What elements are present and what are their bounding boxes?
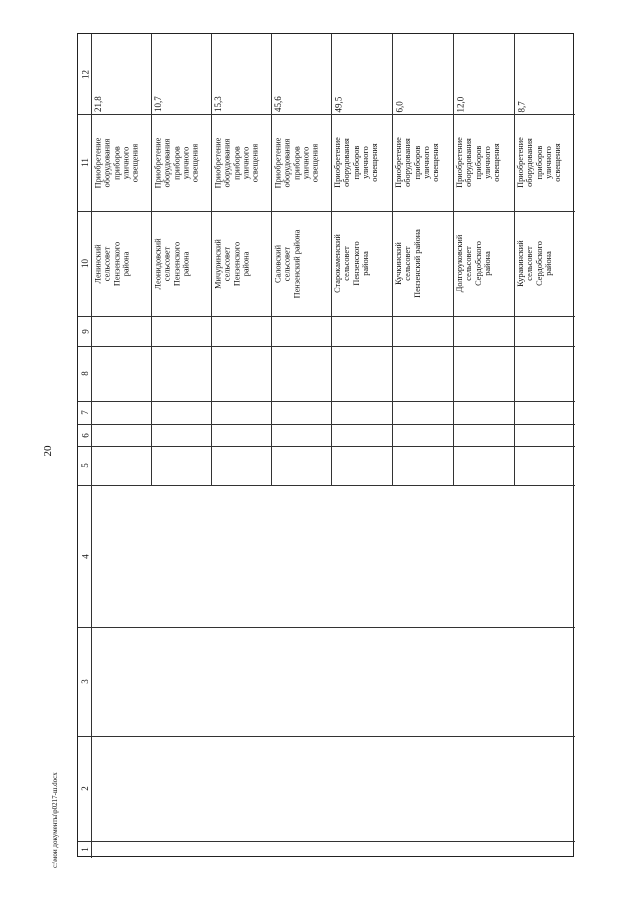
cell-amount: 10,7 bbox=[153, 96, 163, 112]
cell-purpose: Приобретение оборудования приборов уличного освещения bbox=[394, 137, 441, 188]
column-divider bbox=[78, 401, 575, 402]
column-header-1: 1 bbox=[79, 847, 90, 852]
cell-purpose: Приобретение оборудования приборов уличного освещения bbox=[333, 137, 380, 188]
column-divider bbox=[78, 346, 575, 347]
column-divider bbox=[78, 627, 575, 628]
column-header-2: 2 bbox=[79, 786, 90, 791]
column-divider bbox=[78, 446, 575, 447]
cell-amount: 21,8 bbox=[93, 96, 103, 112]
footer-file-path: c:\мои документы\р0217-ш.docx bbox=[51, 772, 59, 868]
cell-amount: 15,3 bbox=[213, 96, 223, 112]
column-header-4: 4 bbox=[79, 553, 90, 559]
cell-amount: 8,7 bbox=[516, 100, 526, 112]
cell-municipality: Долгоруковский сельсовет Сердобского района bbox=[455, 234, 492, 293]
cell-purpose: Приобретение оборудования приборов уличного освещения bbox=[153, 137, 200, 188]
cell-municipality: Саловский сельсовет Пензенский района bbox=[273, 229, 301, 298]
column-header-9: 9 bbox=[79, 328, 90, 334]
column-header-12: 12 bbox=[79, 69, 90, 79]
column-header-3: 3 bbox=[79, 679, 90, 684]
cell-purpose: Приобретение оборудования приборов уличного освещения bbox=[213, 137, 260, 188]
cell-purpose: Приобретение оборудования приборов уличного освещения bbox=[455, 137, 502, 188]
cell-amount: 49,5 bbox=[333, 96, 343, 112]
cell-municipality: Куракинский сельсовет Сердобского района bbox=[516, 240, 553, 287]
column-divider bbox=[78, 841, 575, 842]
cell-municipality: Старокаменский сельсовет Пензенского района bbox=[333, 234, 370, 293]
cell-municipality: Ленинский сельсовет Пензенского района bbox=[93, 241, 130, 286]
column-header-10: 10 bbox=[79, 259, 90, 268]
column-header-7: 7 bbox=[79, 410, 90, 415]
column-divider bbox=[78, 736, 575, 737]
data-table bbox=[77, 33, 574, 857]
cell-amount: 45,6 bbox=[273, 96, 283, 112]
cell-municipality: Мичуринский сельсовет Пензенского района bbox=[213, 238, 250, 289]
cell-municipality: Леонидовский сельсовет Пензенского района bbox=[153, 237, 190, 290]
column-header-5: 5 bbox=[79, 463, 90, 468]
column-header-11: 11 bbox=[79, 158, 90, 167]
cell-purpose: Приобретение оборудования приборов уличного освещения bbox=[273, 137, 320, 188]
column-divider bbox=[78, 485, 575, 486]
column-header-8: 8 bbox=[79, 371, 90, 376]
cell-amount: 12,0 bbox=[455, 96, 465, 112]
cell-purpose: Приобретение оборудования приборов уличного освещения bbox=[93, 137, 140, 188]
cell-purpose: Приобретение оборудования приборов уличного освещения bbox=[516, 137, 563, 188]
page-number: 20 bbox=[42, 445, 54, 457]
cell-municipality: Кучкинский сельсовет Пензенский района bbox=[394, 229, 422, 298]
column-header-6: 6 bbox=[79, 432, 90, 438]
column-divider bbox=[78, 424, 575, 425]
cell-amount: 6,0 bbox=[394, 100, 404, 112]
